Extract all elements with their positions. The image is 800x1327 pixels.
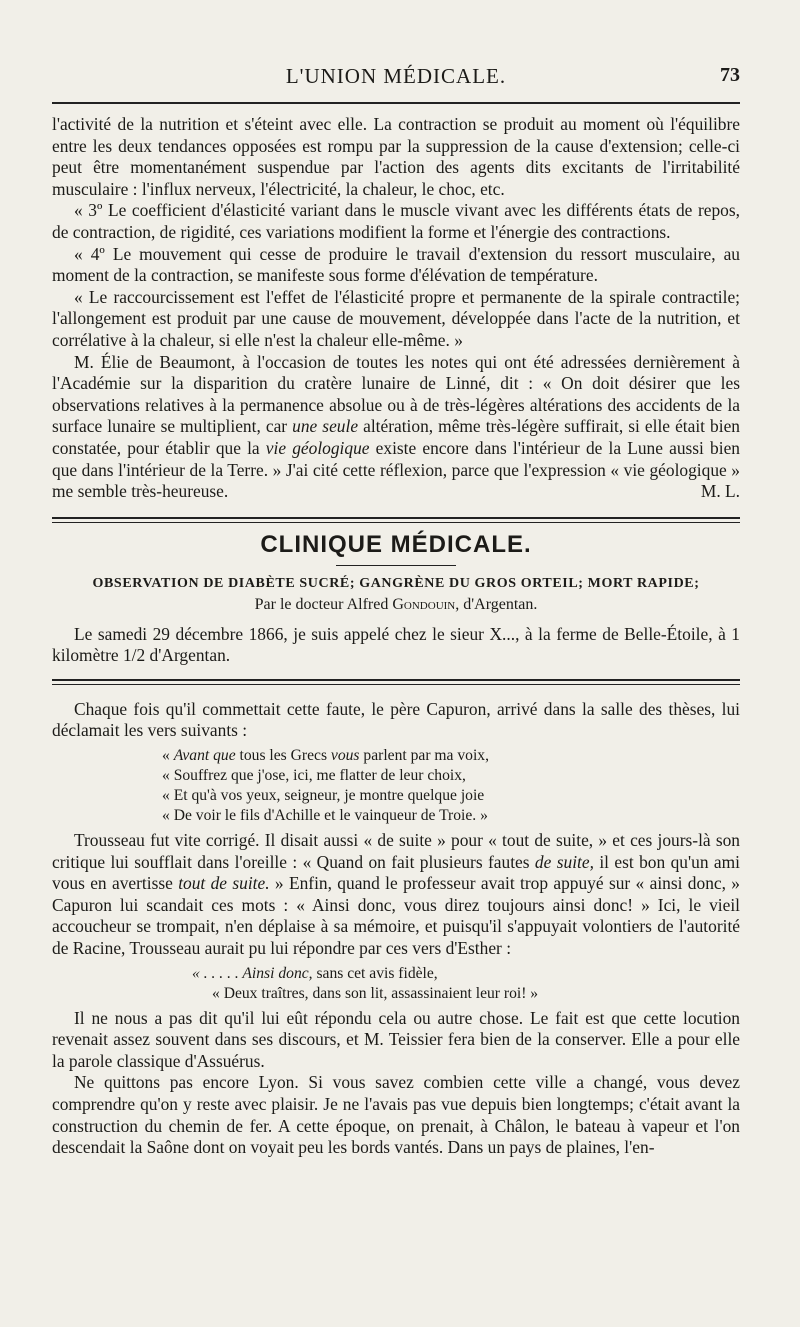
verse-block bbox=[162, 746, 740, 826]
article-subtitle: OBSERVATION DE DIABÈTE SUCRÉ; GANGRÈNE DU GROS ORTEIL; MORT RAPIDE; bbox=[92, 575, 700, 591]
emphasis: une seule bbox=[292, 416, 359, 437]
body-text bbox=[52, 114, 740, 1159]
paragraph: Trousseau fut vite corrigé. Il disait aussi « de suite » pour « tout de suite, » et ces jours-là son critique lui soufflait dans l'oreille : « Quand on fait plusieurs fautes de suite, il est bon qu'un ami vous en avertisse tout de suite. » Enfin, quand le professeur avait trop appuyé sur « ainsi donc, » Capuron lui scandait ces mots : « Ainsi donc, vous direz toujours ainsi donc! » Ici, le vieil accoucheur se trompait, n'en déplaise à sa mémoire, et puisqu'il s'appuyait volontiers de l'autorité de Racine, Trousseau aurait pu lui répondre par ces vers d'Esther : bbox=[52, 830, 741, 959]
paragraph: « 4º Le mouvement qui cesse de produire le travail d'extension du ressort musculaire, au moment de la contraction, se manifeste sous forme d'élévation de température. bbox=[52, 243, 740, 286]
text-run: altération, même très-légère suffirait, si elle était bien constatée, pour établir que la bbox=[52, 416, 740, 458]
byline-suffix: , d'Argentan. bbox=[455, 595, 538, 613]
verse-line: « Deux traîtres, dans son lit, assassinaient leur roi! » bbox=[212, 984, 539, 1002]
title-rule bbox=[336, 565, 456, 566]
beaumont-paragraph bbox=[52, 352, 740, 503]
page-header bbox=[52, 64, 740, 94]
verse-line: « Et qu'à vos yeux, seigneur, je montre quelque joie bbox=[162, 787, 485, 805]
section-rule bbox=[52, 517, 740, 523]
paragraph: Ne quittons pas encore Lyon. Si vous savez combien cette ville a changé, vous devez comprendre qu'on y reste avec plaisir. Je ne l'avais pas vue depuis bien longtemps; c'était avant la construction du chemin de fer. A cette époque, on prenait, à Châlon, le bateau à vapeur et l'on descendait la Saône dont on voyait peu les bords vantés. Dans un pays de plaines, l'en- bbox=[52, 1072, 740, 1158]
author-name: Gondouin bbox=[392, 595, 456, 613]
feuilleton bbox=[52, 699, 740, 1159]
verse-line: « De voir le fils d'Achille et le vainqueur de Troie. » bbox=[162, 807, 488, 825]
paragraph: Chaque fois qu'il commettait cette faute, le père Capuron, arrivé dans la salle des thèses, lui déclamait les vers suivants : bbox=[52, 698, 740, 741]
verse-block bbox=[192, 964, 740, 1004]
feuilleton-rule bbox=[52, 679, 740, 685]
paragraph: Il ne nous a pas dit qu'il lui eût répondu cela ou autre chose. Le fait est que cette locution revenait assez souvent dans ses discours, et M. Teissier fera bien de la conserver. Elle a pour elle la parole classique d'Assuérus. bbox=[52, 1007, 740, 1071]
text-run: existe encore dans l'intérieur de la Lune aussi bien que dans l'intérieur de la Terre. » J'ai cité cette réflexion, parce que l'expression « vie géologique » me semble très-heureuse. bbox=[52, 437, 740, 502]
running-title: L'UNION MÉDICALE. bbox=[285, 64, 507, 88]
byline-prefix: Par le docteur Alfred bbox=[254, 595, 393, 613]
header-rule bbox=[52, 102, 740, 104]
lede-paragraph: Le samedi 29 décembre 1866, je suis appelé chez le sieur X..., à la ferme de Belle-Étoile, à 1 kilomètre 1/2 d'Argentan. bbox=[52, 623, 740, 666]
paragraph: « 3º Le coefficient d'élasticité variant dans le muscle vivant avec les différents états de repos, de contraction, de rigidité, ces variations modifient la forme et l'énergie des contractions. bbox=[52, 200, 740, 242]
verse-line: « Souffrez que j'ose, ici, me flatter de leur choix, bbox=[162, 767, 466, 785]
verse-line: « Avant que tous les Grecs vous parlent par ma voix, bbox=[162, 747, 489, 765]
signature: M. L. bbox=[700, 481, 740, 502]
section-title: CLINIQUE MÉDICALE. bbox=[260, 530, 532, 558]
emphasis: vie géologique bbox=[265, 437, 370, 458]
paragraph: l'activité de la nutrition et s'éteint avec elle. La contraction se produit au moment où l'équilibre entre les deux tendances opposées est rompu par la suppression de la cause d'extension; celle-ci peut être momentanément suspendue par l'action des agents dits excitants de l'irritabilité musculaire : l'influx nerveux, l'électricité, la chaleur, le choc, etc. bbox=[52, 114, 740, 199]
page-number: 73 bbox=[720, 64, 740, 86]
byline bbox=[52, 596, 740, 614]
text-run: M. Élie de Beaumont, à l'occasion de toutes les notes qui ont été adressées dernièrement à l'Académie sur la disparition du cratère lunaire de Linné, dit : « On doit désirer que les observations relatives à la permanence absolue ou à de très-légères altérations des accidents de la surface lunaire se multiplient, car bbox=[52, 351, 740, 437]
paragraph: « Le raccourcissement est l'effet de l'élasticité propre et permanente de la spirale contractile; l'allongement est produit par une cause de mouvement, développée dans l'acte de la nutrition, et corrélative à la chaleur, si elle n'est la chaleur elle-même. » bbox=[52, 286, 740, 350]
verse-line: « . . . . . Ainsi donc, sans cet avis fidèle, bbox=[192, 964, 438, 982]
